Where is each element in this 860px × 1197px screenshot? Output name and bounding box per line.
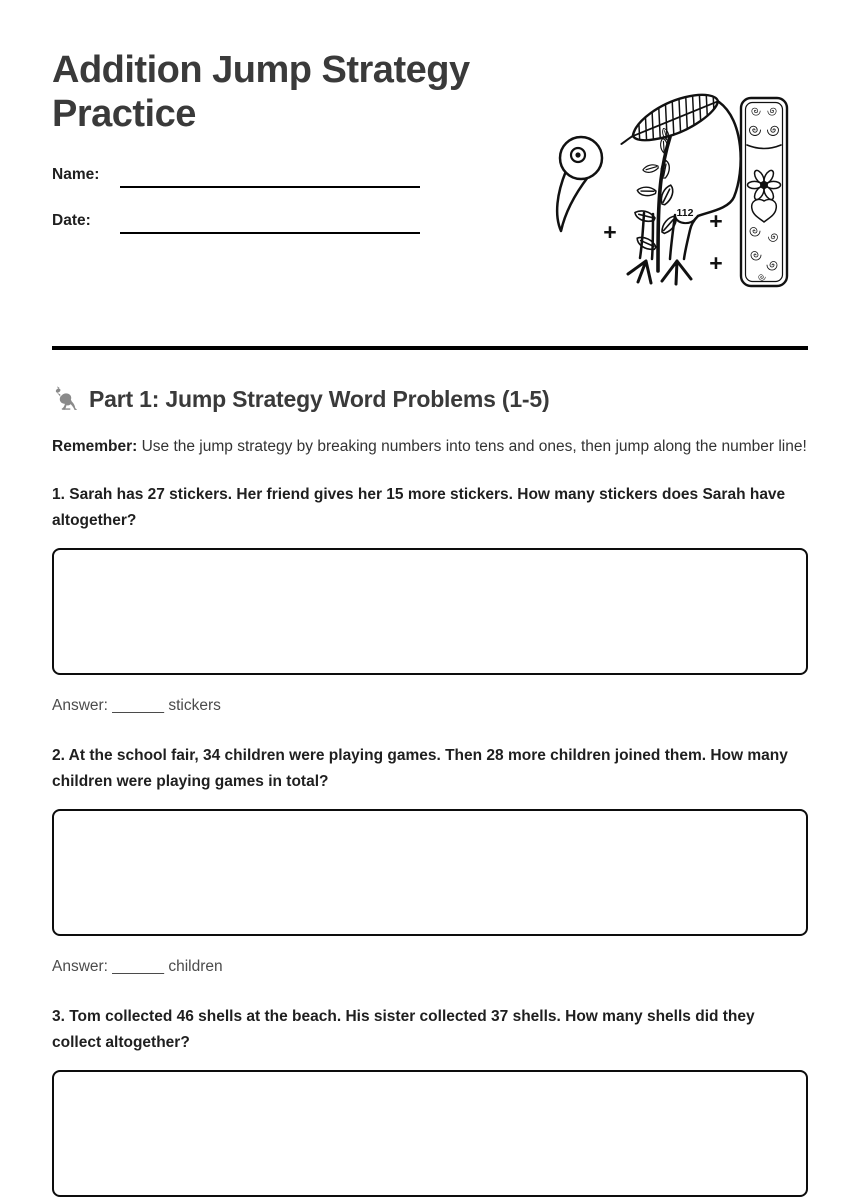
- date-input-line[interactable]: [120, 210, 420, 234]
- date-label: Date:: [52, 212, 91, 229]
- section-divider: [52, 346, 808, 350]
- question-block-1: [52, 482, 808, 717]
- name-label: Name:: [52, 166, 100, 183]
- question-block-3: [52, 1004, 808, 1197]
- question-1-answer: Answer: ______ stickers: [52, 697, 221, 714]
- question-2-workbox[interactable]: [52, 809, 808, 936]
- part1-heading: [52, 384, 808, 414]
- carved-panel-icon: [741, 98, 787, 286]
- worksheet-header: [52, 48, 808, 276]
- leg-number-label: 112: [676, 207, 694, 219]
- remember-text: Use the jump strategy by breaking numbers into tens and ones, then jump along the number line!: [137, 438, 807, 455]
- plus-icon: +: [603, 219, 617, 245]
- question-2-text: 2. At the school fair, 34 children were playing games. Then 28 more children joined them. How many children were playing games in total?: [52, 747, 788, 790]
- name-input-line[interactable]: [120, 164, 420, 188]
- plus-icon: +: [709, 250, 723, 276]
- part1-heading-text: Part 1: Jump Strategy Word Problems (1-5): [89, 386, 550, 412]
- question-2-answer: Answer: ______ children: [52, 958, 223, 975]
- kangaroo-icon: [52, 386, 79, 412]
- bird-head-icon: [557, 137, 602, 231]
- part1-section: [52, 384, 808, 1197]
- question-1-workbox[interactable]: [52, 548, 808, 675]
- question-3-workbox[interactable]: [52, 1070, 808, 1197]
- question-3-text: 3. Tom collected 46 shells at the beach. His sister collected 37 shells. How many shells did they collect altogether?: [52, 1008, 755, 1051]
- plus-icon: +: [709, 208, 723, 234]
- question-block-2: [52, 743, 808, 978]
- remember-note: [52, 434, 808, 460]
- page-title: Addition Jump Strategy Practice: [52, 49, 470, 135]
- remember-label: Remember:: [52, 438, 138, 455]
- question-1-text: 1. Sarah has 27 stickers. Her friend gives her 15 more stickers. How many stickers does Sarah have altogether?: [52, 486, 786, 529]
- bird-illustration: [548, 85, 793, 290]
